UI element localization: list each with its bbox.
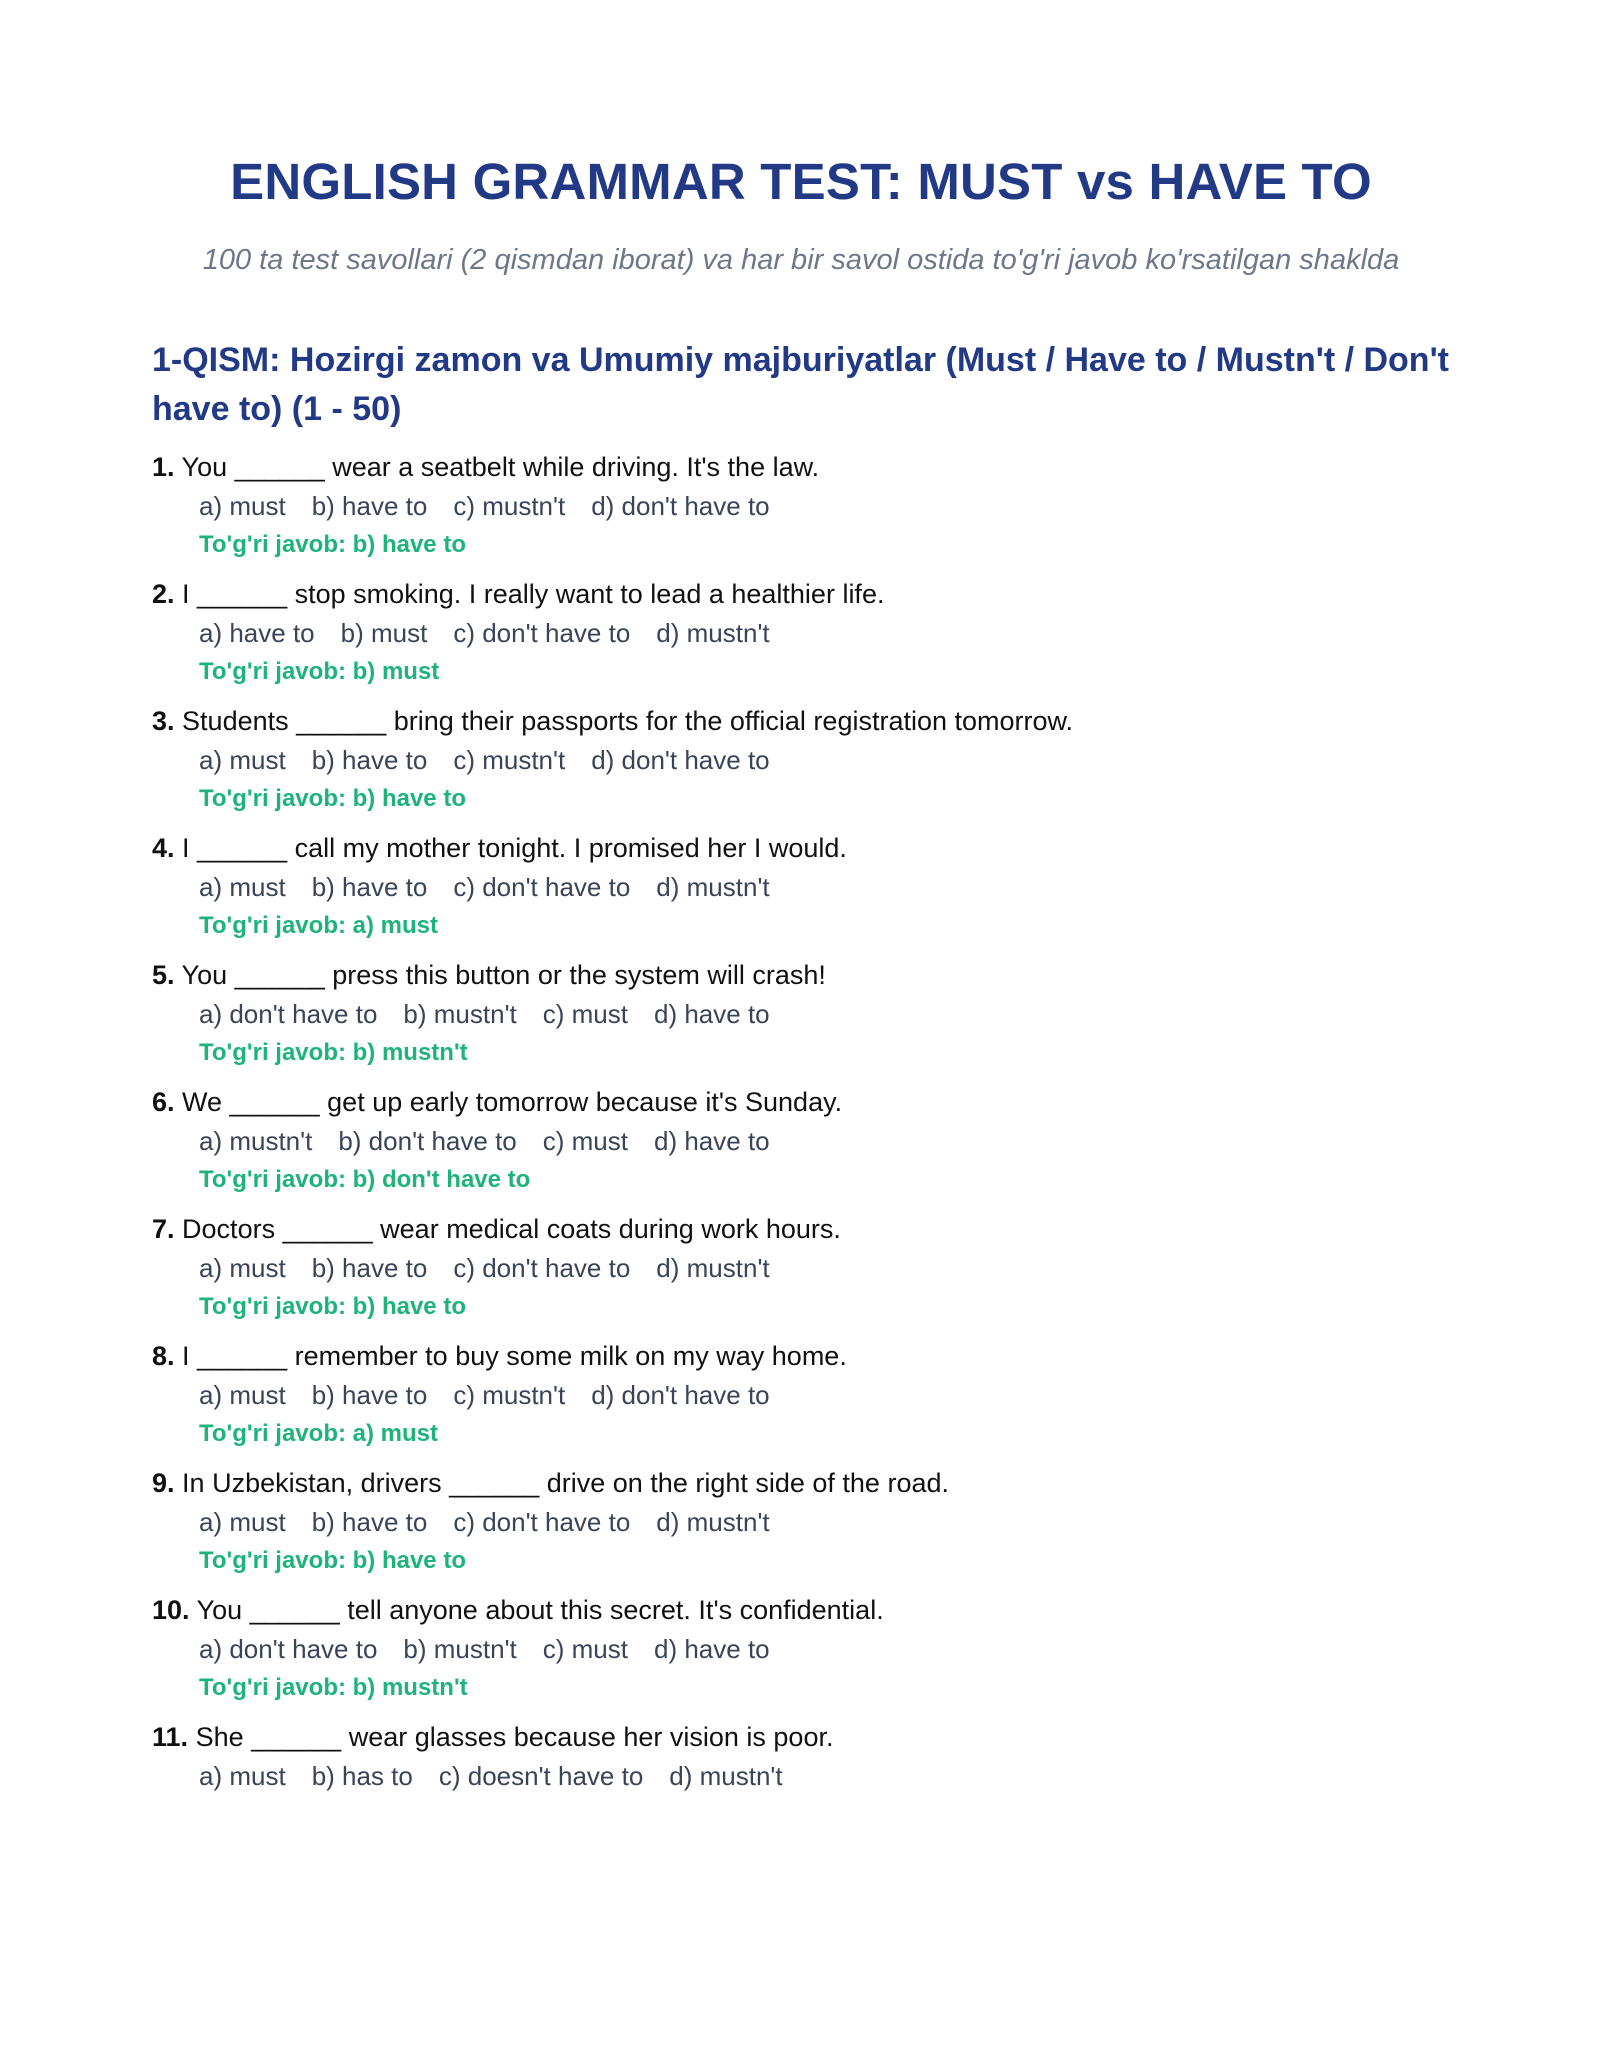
correct-answer: To'g'ri javob: b) mustn't (199, 1674, 468, 1701)
answer-option: b) have to (311, 872, 428, 902)
correct-answer: To'g'ri javob: b) have to (199, 531, 466, 558)
answer-option: b) have to (311, 1253, 428, 1283)
question-number: 5. (152, 960, 175, 990)
question-text: You ______ wear a seatbelt while driving. It's the law. (181, 452, 820, 482)
answer-option: a) must (199, 491, 286, 521)
question-text-line (152, 450, 1450, 484)
answer-option: b) has to (311, 1761, 413, 1791)
answer-option: d) mustn't (656, 1507, 770, 1537)
answer-option: d) mustn't (656, 872, 770, 902)
question-item (152, 1085, 1450, 1195)
answer-option: c) mustn't (453, 491, 566, 521)
answer-options (199, 1252, 1450, 1285)
answer-option: d) mustn't (656, 1253, 770, 1283)
question-text: I ______ remember to buy some milk on my way home. (182, 1341, 847, 1371)
answer-option: d) mustn't (669, 1761, 783, 1791)
question-text-line (152, 1339, 1450, 1373)
answer-option: b) have to (311, 1507, 428, 1537)
question-text: Doctors ______ wear medical coats during work hours. (182, 1214, 841, 1244)
answer-option: a) mustn't (199, 1126, 313, 1156)
question-item (152, 704, 1450, 814)
answer-options (199, 871, 1450, 904)
answer-option: b) mustn't (403, 1634, 517, 1664)
question-number: 11. (152, 1722, 189, 1752)
answer-option: b) mustn't (403, 999, 517, 1029)
question-item (152, 1466, 1450, 1576)
correct-answer: To'g'ri javob: b) have to (199, 785, 466, 812)
answer-option: c) must (542, 1634, 628, 1664)
answer-options (199, 1379, 1450, 1412)
question-item (152, 1212, 1450, 1322)
answer-option: d) have to (654, 1634, 770, 1664)
question-text-line (152, 1466, 1450, 1500)
answer-option: d) don't have to (591, 745, 770, 775)
question-item (152, 1593, 1450, 1703)
question-number: 10. (152, 1595, 190, 1625)
question-text-line (152, 704, 1450, 738)
question-number: 1. (152, 452, 175, 482)
answer-option: a) have to (199, 618, 315, 648)
correct-answer: To'g'ri javob: b) don't have to (199, 1166, 531, 1193)
question-item (152, 1720, 1450, 1793)
answer-option: a) must (199, 1761, 286, 1791)
question-text: In Uzbekistan, drivers ______ drive on the right side of the road. (182, 1468, 949, 1498)
answer-option: b) don't have to (338, 1126, 517, 1156)
question-text: She ______ wear glasses because her vision is poor. (195, 1722, 834, 1752)
answer-option: a) must (199, 745, 286, 775)
question-text-line (152, 577, 1450, 611)
question-text-line (152, 1212, 1450, 1246)
correct-answer: To'g'ri javob: b) have to (199, 1547, 466, 1574)
correct-answer: To'g'ri javob: b) must (199, 658, 440, 685)
answer-option: c) mustn't (453, 745, 566, 775)
answer-option: a) must (199, 872, 286, 902)
question-number: 2. (152, 579, 175, 609)
page-title: ENGLISH GRAMMAR TEST: MUST vs HAVE TO (230, 153, 1372, 210)
question-text: We ______ get up early tomorrow because it's Sunday. (182, 1087, 843, 1117)
answer-options (199, 1125, 1450, 1158)
question-item (152, 450, 1450, 560)
question-text: You ______ press this button or the system will crash! (181, 960, 826, 990)
question-text-line (152, 1720, 1450, 1754)
answer-option: c) don't have to (453, 618, 631, 648)
question-number: 9. (152, 1468, 175, 1498)
question-number: 3. (152, 706, 175, 736)
answer-option: b) have to (311, 1380, 428, 1410)
question-item (152, 577, 1450, 687)
answer-options (199, 1633, 1450, 1666)
question-number: 6. (152, 1087, 175, 1117)
question-text-line (152, 831, 1450, 865)
answer-options (199, 490, 1450, 523)
question-text: You ______ tell anyone about this secret. It's confidential. (196, 1595, 884, 1625)
answer-option: a) don't have to (199, 999, 378, 1029)
answer-options (199, 1506, 1450, 1539)
answer-option: c) don't have to (453, 872, 631, 902)
question-item (152, 1339, 1450, 1449)
answer-option: b) have to (311, 745, 428, 775)
answer-option: a) don't have to (199, 1634, 378, 1664)
question-text: I ______ call my mother tonight. I promised her I would. (182, 833, 847, 863)
question-text-line (152, 1085, 1450, 1119)
answer-options (199, 617, 1450, 650)
answer-option: c) must (542, 1126, 628, 1156)
question-text: I ______ stop smoking. I really want to lead a healthier life. (182, 579, 885, 609)
answer-option: d) have to (654, 999, 770, 1029)
question-item (152, 958, 1450, 1068)
answer-options (199, 744, 1450, 777)
answer-option: c) mustn't (453, 1380, 566, 1410)
correct-answer: To'g'ri javob: b) have to (199, 1293, 466, 1320)
question-number: 4. (152, 833, 175, 863)
correct-answer: To'g'ri javob: a) must (199, 1420, 438, 1447)
answer-option: a) must (199, 1380, 286, 1410)
answer-option: c) don't have to (453, 1253, 631, 1283)
correct-answer: To'g'ri javob: a) must (199, 912, 438, 939)
answer-option: c) must (542, 999, 628, 1029)
question-text-line (152, 1593, 1450, 1627)
answer-option: d) mustn't (656, 618, 770, 648)
answer-options (199, 1760, 1450, 1793)
answer-option: a) must (199, 1253, 286, 1283)
correct-answer: To'g'ri javob: b) mustn't (199, 1039, 468, 1066)
answer-option: c) doesn't have to (438, 1761, 644, 1791)
answer-option: d) have to (654, 1126, 770, 1156)
section-heading: 1-QISM: Hozirgi zamon va Umumiy majburiyatlar (Must / Have to / Mustn't / Don't have to) (1 - 50) (152, 341, 1449, 428)
answer-option: b) must (340, 618, 428, 648)
answer-option: d) don't have to (591, 1380, 770, 1410)
question-number: 8. (152, 1341, 175, 1371)
page-subtitle: 100 ta test savollari (2 qismdan iborat) va har bir savol ostida to'g'ri javob ko'rsatilgan shaklda (202, 244, 1400, 276)
question-list (152, 450, 1450, 1793)
answer-option: c) don't have to (453, 1507, 631, 1537)
question-text: Students ______ bring their passports for the official registration tomorrow. (182, 706, 1074, 736)
answer-option: d) don't have to (591, 491, 770, 521)
question-number: 7. (152, 1214, 175, 1244)
answer-option: a) must (199, 1507, 286, 1537)
question-text-line (152, 958, 1450, 992)
question-item (152, 831, 1450, 941)
answer-option: b) have to (311, 491, 428, 521)
answer-options (199, 998, 1450, 1031)
